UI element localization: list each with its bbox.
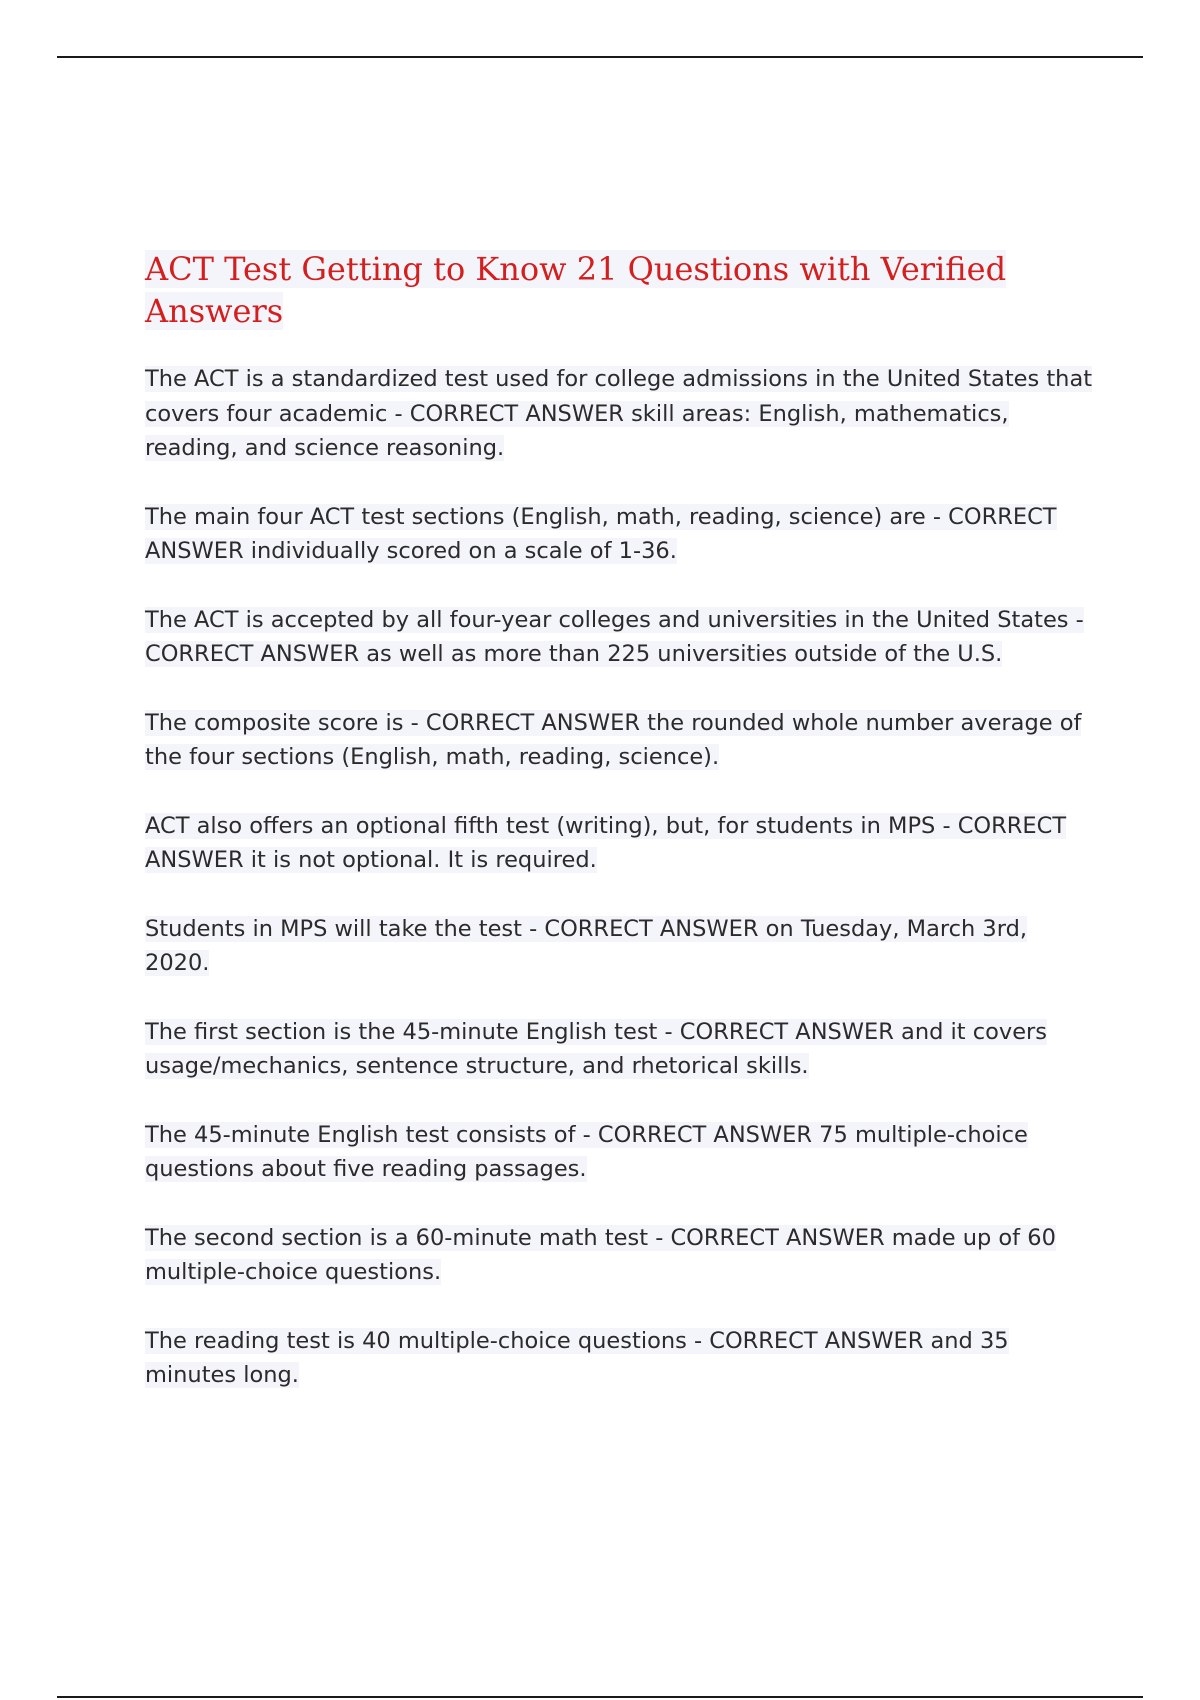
qa-item xyxy=(145,1221,1095,1290)
document-body xyxy=(145,248,1095,1427)
document-title-text: ACT Test Getting to Know 21 Questions with Verified Answers xyxy=(145,250,1007,330)
footer-rule xyxy=(57,1696,1143,1698)
qa-item-text: Students in MPS will take the test - CORRECT ANSWER on Tuesday, March 3rd, 2020. xyxy=(145,915,1028,976)
qa-item-text: The first section is the 45-minute English test - CORRECT ANSWER and it covers usage/mechanics, sentence structure, and rhetorical skills. xyxy=(145,1018,1048,1079)
qa-item xyxy=(145,1118,1095,1187)
qa-item-text: The 45-minute English test consists of - CORRECT ANSWER 75 multiple-choice questions about five reading passages. xyxy=(145,1121,1028,1182)
qa-item-text: The ACT is a standardized test used for college admissions in the United States that covers four academic - CORRECT ANSWER skill areas: English, mathematics, reading, and science reasoning. xyxy=(145,366,1093,461)
document-title xyxy=(145,248,1095,332)
qa-item xyxy=(145,1015,1095,1084)
header-rule xyxy=(57,56,1143,58)
qa-item xyxy=(145,912,1095,981)
qa-item-text: The ACT is accepted by all four-year colleges and universities in the United States - CORRECT ANSWER as well as more than 225 universities outside of the U.S. xyxy=(145,606,1084,667)
qa-item-text: The composite score is - CORRECT ANSWER the rounded whole number average of the four sections (English, math, reading, science). xyxy=(145,709,1082,770)
qa-item-text: The main four ACT test sections (English, math, reading, science) are - CORRECT ANSWER individually scored on a scale of 1-36. xyxy=(145,503,1057,564)
qa-item xyxy=(145,706,1095,775)
qa-item xyxy=(145,362,1095,466)
qa-item-text: ACT also offers an optional fifth test (writing), but, for students in MPS - CORRECT ANSWER it is not optional. It is required. xyxy=(145,812,1067,873)
qa-item xyxy=(145,500,1095,569)
qa-item-text: The reading test is 40 multiple-choice questions - CORRECT ANSWER and 35 minutes long. xyxy=(145,1327,1009,1388)
qa-item xyxy=(145,809,1095,878)
qa-item xyxy=(145,1324,1095,1393)
qa-list xyxy=(145,362,1095,1393)
qa-item xyxy=(145,603,1095,672)
qa-item-text: The second section is a 60-minute math test - CORRECT ANSWER made up of 60 multiple-choice questions. xyxy=(145,1224,1056,1285)
